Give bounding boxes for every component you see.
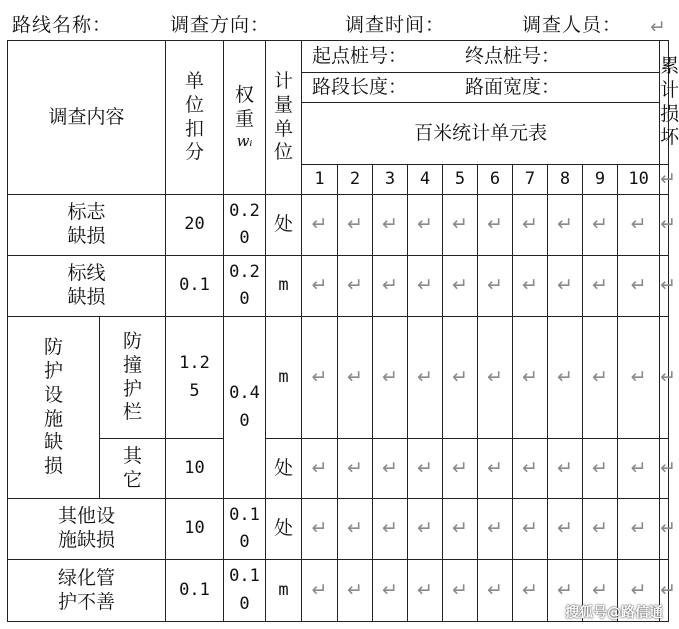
weight-value: 0.2 0 — [224, 195, 266, 256]
cumulative-cell[interactable]: ↵ — [660, 195, 669, 256]
cumulative-cell[interactable]: ↵ — [660, 560, 669, 622]
cumulative-number-cell: ↵ — [660, 165, 669, 195]
data-cell[interactable]: ↵ — [478, 256, 513, 317]
data-cell[interactable]: ↵ — [443, 256, 478, 317]
data-cell[interactable]: ↵ — [302, 256, 338, 317]
cumulative-cell[interactable]: ↵ — [660, 499, 669, 560]
unit-table-title: 百米统计单元表 — [302, 103, 660, 165]
cumulative-cell[interactable]: ↵ — [660, 317, 669, 439]
data-cell[interactable]: ↵ — [408, 560, 443, 622]
data-cell[interactable]: ↵ — [478, 439, 513, 499]
data-cell[interactable]: ↵ — [373, 317, 408, 439]
data-cell[interactable]: ↵ — [373, 195, 408, 256]
route-name-label: 路线名称： — [12, 14, 113, 36]
data-cell[interactable]: ↵ — [338, 439, 373, 499]
data-cell[interactable]: ↵ — [408, 256, 443, 317]
item-label: 标志 缺损 — [8, 195, 166, 256]
data-cell[interactable]: ↵ — [338, 256, 373, 317]
data-cell[interactable]: ↵ — [443, 499, 478, 560]
weight-value: 0.4 0 — [224, 317, 266, 499]
cumulative-cell[interactable]: ↵ — [660, 439, 669, 499]
data-cell[interactable]: ↵ — [583, 560, 618, 622]
data-cell[interactable]: ↵ — [618, 560, 660, 622]
data-cell[interactable]: ↵ — [583, 317, 618, 439]
deduct-value: 10 — [166, 499, 224, 560]
data-cell[interactable]: ↵ — [408, 195, 443, 256]
data-cell[interactable]: ↵ — [302, 439, 338, 499]
data-cell[interactable]: ↵ — [373, 439, 408, 499]
data-cell[interactable]: ↵ — [583, 439, 618, 499]
data-cell[interactable]: ↵ — [338, 317, 373, 439]
data-cell[interactable]: ↵ — [302, 560, 338, 622]
survey-header — [0, 0, 675, 40]
data-cell[interactable]: ↵ — [408, 499, 443, 560]
deduct-value: 20 — [166, 195, 224, 256]
data-cell[interactable]: ↵ — [302, 317, 338, 439]
unit-value: m — [266, 560, 302, 622]
data-cell[interactable]: ↵ — [443, 317, 478, 439]
data-cell[interactable]: ↵ — [513, 439, 548, 499]
data-cell[interactable]: ↵ — [302, 499, 338, 560]
measure-unit-header: 计 量 单 位 — [266, 41, 302, 195]
data-cell[interactable]: ↵ — [513, 195, 548, 256]
watermark: 搜狐号@路信通 — [565, 605, 663, 621]
col-number: 8 — [548, 165, 583, 195]
unit-value: 处 — [266, 439, 302, 499]
data-cell[interactable]: ↵ — [408, 317, 443, 439]
sub-item-label: 其 它 — [100, 439, 166, 499]
data-cell[interactable]: ↵ — [443, 195, 478, 256]
col-number: 1 — [302, 165, 338, 195]
data-cell[interactable]: ↵ — [373, 499, 408, 560]
data-cell[interactable]: ↵ — [302, 195, 338, 256]
survey-table — [7, 40, 679, 622]
col-number: 5 — [443, 165, 478, 195]
data-cell[interactable]: ↵ — [618, 256, 660, 317]
data-cell[interactable]: ↵ — [338, 499, 373, 560]
data-cell[interactable]: ↵ — [373, 256, 408, 317]
survey-time-label: 调查时间： — [345, 14, 446, 36]
cumulative-cell[interactable]: ↵ — [660, 256, 669, 317]
data-cell[interactable]: ↵ — [478, 499, 513, 560]
sub-item-label: 防 撞 护 栏 — [100, 317, 166, 439]
data-cell[interactable]: ↵ — [478, 317, 513, 439]
unit-value: 处 — [266, 195, 302, 256]
data-cell[interactable]: ↵ — [583, 195, 618, 256]
data-cell[interactable]: ↵ — [513, 560, 548, 622]
data-cell[interactable]: ↵ — [548, 317, 583, 439]
unit-value: 处 — [266, 499, 302, 560]
deduct-value: 0.1 — [166, 560, 224, 622]
data-cell[interactable]: ↵ — [548, 256, 583, 317]
data-cell[interactable]: ↵ — [618, 439, 660, 499]
item-label: 其他设 施缺损 — [8, 499, 166, 560]
data-cell[interactable]: ↵ — [583, 256, 618, 317]
data-cell[interactable]: ↵ — [618, 195, 660, 256]
data-cell[interactable]: ↵ — [338, 195, 373, 256]
col-number: 4 — [408, 165, 443, 195]
data-cell[interactable]: ↵ — [618, 317, 660, 439]
col-number: 9 — [583, 165, 618, 195]
data-cell[interactable]: ↵ — [548, 560, 583, 622]
data-cell[interactable]: ↵ — [373, 560, 408, 622]
data-cell[interactable]: ↵ — [408, 439, 443, 499]
weight-header: 权 重 wᵢ — [224, 41, 266, 195]
col-number: 3 — [373, 165, 408, 195]
unit-value: m — [266, 256, 302, 317]
data-cell[interactable]: ↵ — [618, 499, 660, 560]
col-number: 7 — [513, 165, 548, 195]
data-cell[interactable]: ↵ — [443, 439, 478, 499]
content-header: 调查内容 — [8, 41, 166, 195]
unit-value: m — [266, 317, 302, 439]
stake-info: 起点桩号： 终点桩号： — [302, 41, 660, 73]
unit-deduct-header: 单 位 扣 分 — [166, 41, 224, 195]
weight-value: 0.1 0 — [224, 560, 266, 622]
item-label: 绿化管 护不善 — [8, 560, 166, 622]
data-cell[interactable]: ↵ — [548, 499, 583, 560]
section-info: 路段长度： 路面宽度： — [302, 73, 660, 103]
data-cell[interactable]: ↵ — [478, 560, 513, 622]
data-cell[interactable]: ↵ — [513, 317, 548, 439]
return-mark: ↵ — [650, 16, 667, 38]
deduct-value: 10 — [166, 439, 224, 499]
col-number: 2 — [338, 165, 373, 195]
weight-value: 0.2 0 — [224, 256, 266, 317]
data-cell[interactable]: ↵ — [548, 195, 583, 256]
deduct-value: 1.2 5 — [166, 317, 224, 439]
data-cell[interactable]: ↵ — [478, 195, 513, 256]
col-number: 6 — [478, 165, 513, 195]
item-label: 标线 缺损 — [8, 256, 166, 317]
data-cell[interactable]: ↵ — [548, 439, 583, 499]
data-cell[interactable]: ↵ — [443, 560, 478, 622]
surveyor-label: 调查人员： — [522, 14, 623, 36]
direction-label: 调查方向： — [170, 14, 271, 36]
weight-value: 0.1 0 — [224, 499, 266, 560]
data-cell[interactable]: ↵ — [513, 256, 548, 317]
data-cell[interactable]: ↵ — [338, 560, 373, 622]
data-cell[interactable]: ↵ — [583, 499, 618, 560]
cumulative-header: 累 计 损 坏 — [660, 41, 669, 165]
data-cell[interactable]: ↵ — [513, 499, 548, 560]
deduct-value: 0.1 — [166, 256, 224, 317]
group-label: 防 护 设 施 缺 损 — [8, 317, 100, 499]
col-number: 10 — [618, 165, 660, 195]
